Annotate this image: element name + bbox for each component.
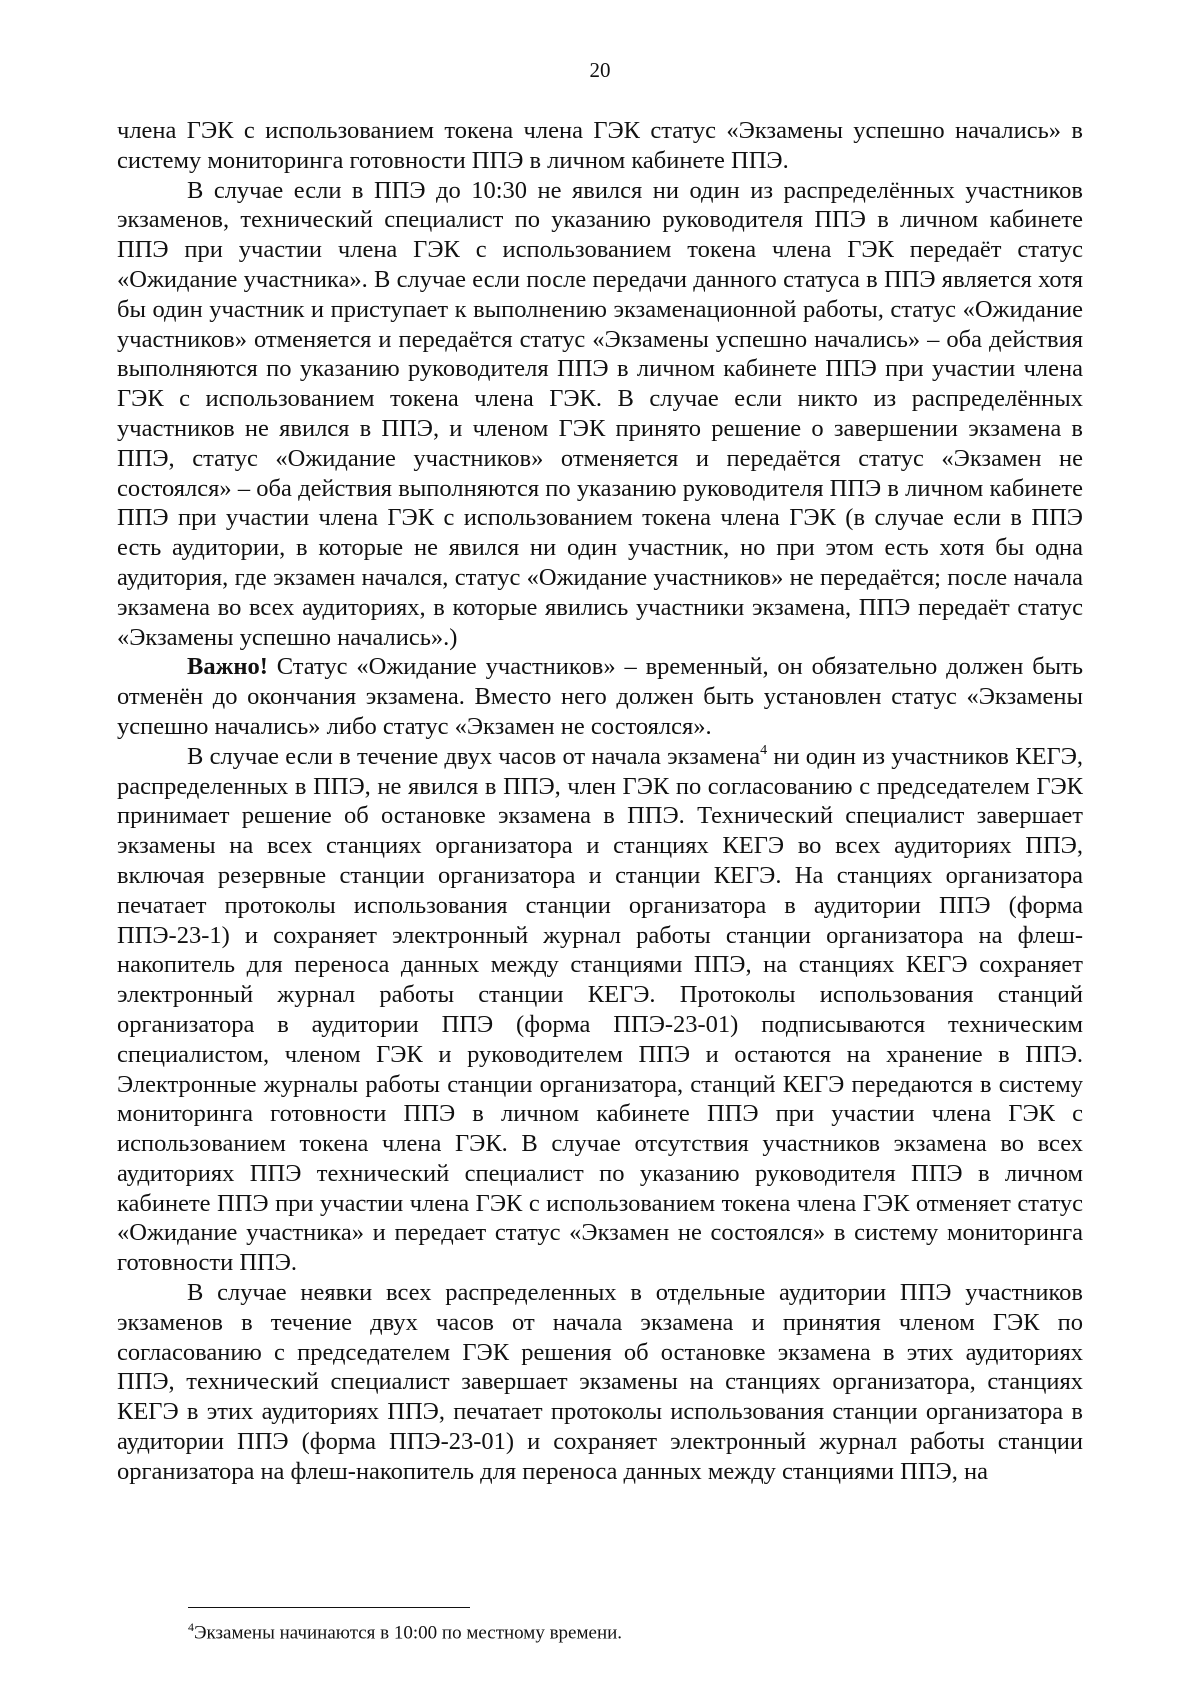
footnote-number: 4 <box>188 1620 194 1634</box>
footnote-separator <box>188 1607 470 1608</box>
paragraph-waiting-status: В случае если в ППЭ до 10:30 не явился ни один из распределённых участников экзаменов, технический специалист по указанию руководителя ППЭ в личном кабинете ППЭ при участии члена ГЭК с использованием токена члена ГЭК передаёт статус «Ожидание участника». В случае если после передачи данного статуса в ППЭ является хотя бы один участник и приступает к выполнению экзаменационной работы, статус «Ожидание участников» отменяется и передаётся статус «Экзамены успешно начались» – оба действия выполняются по указанию руководителя ППЭ в личном кабинете ППЭ при участии члена ГЭК с использованием токена члена ГЭК. В случае если никто из распределённых участников не явился в ППЭ, и членом ГЭК принято решение о завершении экзамена в ППЭ, статус «Ожидание участников» отменяется и передаётся статус «Экзамен не состоялся» – оба действия выполняются по указанию руководителя ППЭ в личном кабинете ППЭ при участии члена ГЭК с использованием токена члена ГЭК (в случае если в ППЭ есть аудитории, в которые не явился ни один участник, но при этом есть хотя бы одна аудитория, где экзамен начался, статус «Ожидание участников» не передаётся; после начала экзамена во всех аудиториях, в которые явились участники экзамена, ППЭ передаёт статус «Экзамены успешно начались».) <box>117 176 1083 651</box>
footnote-text: Экзамены начинаются в 10:00 по местному времени. <box>194 1622 623 1644</box>
paragraph-continuation: члена ГЭК с использованием токена члена ГЭК статус «Экзамены успешно начались» в систему мониторинга готовности ППЭ в личном кабинете ППЭ. <box>117 117 1083 174</box>
two-hours-rest: ни один из участников КЕГЭ, распределенных в ППЭ, не явился в ППЭ, член ГЭК по согласованию с председателем ГЭК принимает решение об остановке экзамена в ППЭ. Технический специалист завершает экзамены на всех станциях организатора и станциях КЕГЭ во всех аудиториях ППЭ, включая резервные станции организатора и станции КЕГЭ. На станциях организатора печатает протоколы использования станции организатора в аудитории ППЭ (форма ППЭ-23-1) и сохраняет электронный журнал работы станции организатора на флеш-накопитель для переноса данных между станциями ППЭ, на станциях КЕГЭ сохраняет электронный журнал работы станции КЕГЭ. Протоколы использования станций организатора в аудитории ППЭ (форма ППЭ-23-01) подписываются техническим специалистом, членом ГЭК и руководителем ППЭ и остаются на хранение в ППЭ. Электронные журналы работы станции организатора, станций КЕГЭ передаются в систему мониторинга готовности ППЭ в личном кабинете ППЭ при участии члена ГЭК с использованием токена члена ГЭК. В случае отсутствия участников экзамена во всех аудиториях ППЭ технический специалист по указанию руководителя ППЭ в личном кабинете ППЭ при участии члена ГЭК с использованием токена члена ГЭК отменяет статус «Ожидание участника» и передает статус «Экзамен не состоялся» в систему мониторинга готовности ППЭ. <box>117 742 1083 1277</box>
important-label: Важно! <box>187 653 268 681</box>
important-text: Статус «Ожидание участников» – временный, он обязательно должен быть отменён до окончания экзамена. Вместо него должен быть установлен статус «Экзамены успешно начались» либо статус «Экзамен не состоялся». <box>117 653 1083 740</box>
body-text <box>117 116 1083 1487</box>
paragraph-two-hours <box>117 742 1083 1278</box>
footnote <box>188 1616 988 1644</box>
footnote-reference: 4 <box>760 742 768 758</box>
paragraph-important <box>117 652 1083 741</box>
paragraph-absence-rooms: В случае неявки всех распределенных в отдельные аудитории ППЭ участников экзаменов в течение двух часов от начала экзамена и принятия членом ГЭК по согласованию с председателем ГЭК решения об остановке экзамена в этих аудиториях ППЭ, технический специалист завершает экзамены на станциях организатора, станциях КЕГЭ в этих аудиториях ППЭ, печатает протоколы использования станции организатора в аудитории ППЭ (форма ППЭ-23-01) и сохраняет электронный журнал работы станции организатора на флеш-накопитель для переноса данных между станциями ППЭ, на <box>117 1279 1083 1485</box>
two-hours-start: В случае если в течение двух часов от начала экзамена <box>187 742 761 770</box>
page-number: 20 <box>589 58 611 82</box>
